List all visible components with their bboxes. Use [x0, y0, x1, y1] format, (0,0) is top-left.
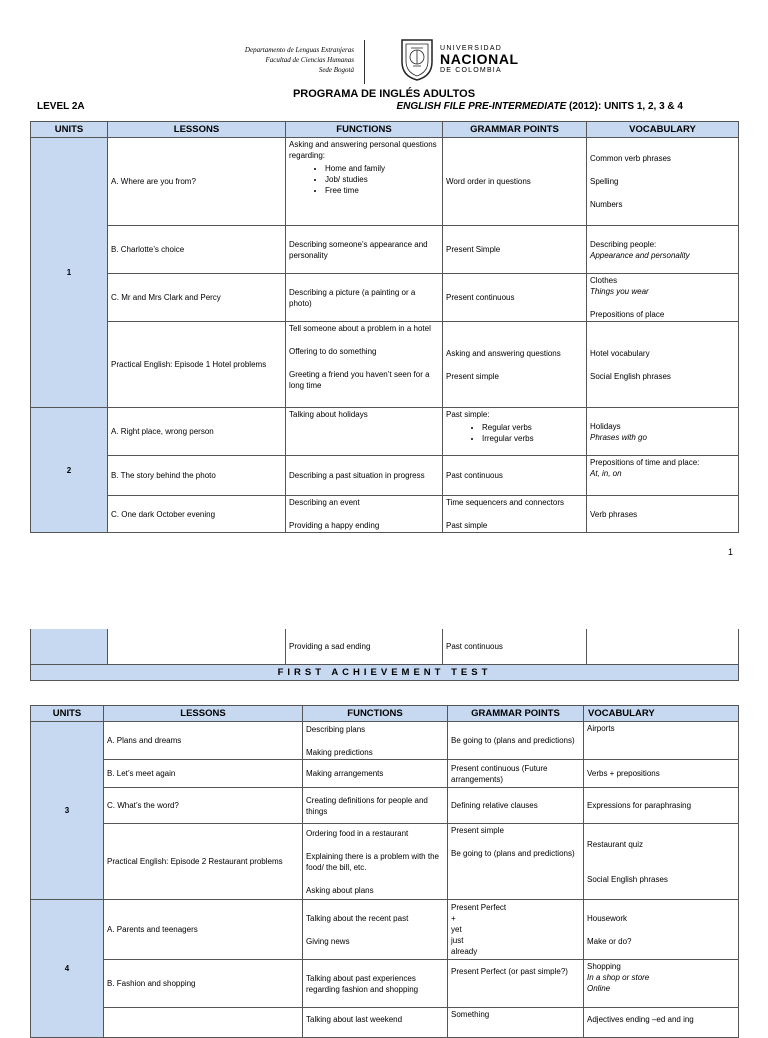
page-number: 1	[727, 547, 733, 557]
vocab-cell	[587, 408, 739, 456]
vocab-cell: Verbs + prepositions	[584, 760, 739, 788]
function-cell	[286, 322, 443, 408]
function-cell: Creating definitions for people and things	[303, 788, 448, 824]
grammar-text: Be going to (plans and predictions)	[451, 849, 575, 858]
vocab-text: Social English phrases	[590, 371, 671, 381]
function-cell	[286, 138, 443, 226]
vocab-cell	[587, 138, 739, 226]
function-cell: Making arrangements	[303, 760, 448, 788]
col-units: UNITS	[31, 706, 104, 722]
achievement-test-title: FIRST ACHIEVEMENT TEST	[31, 664, 739, 680]
vocab-text: Restaurant quiz	[587, 839, 644, 849]
header-divider	[364, 40, 365, 84]
unit-number: 3	[31, 722, 104, 900]
function-cell: Describing a picture (a painting or a photo)	[286, 274, 443, 322]
col-lessons: LESSONS	[104, 706, 303, 722]
col-grammar: GRAMMAR POINTS	[443, 122, 587, 138]
table-row	[31, 788, 739, 824]
vocab-text: Social English phrases	[587, 874, 668, 884]
book-label	[396, 101, 683, 112]
continuation-table	[30, 629, 739, 681]
grammar-cell: Past continuous	[443, 456, 587, 496]
grammar-cell: Present continuous	[443, 274, 587, 322]
vocab-text: At, in, on	[590, 469, 622, 478]
grammar-text: Time sequencers and connectors	[446, 498, 564, 507]
vocab-cell	[584, 900, 739, 960]
unit-number: 1	[31, 138, 108, 408]
test-row	[31, 664, 739, 680]
function-cell: Providing a sad ending	[286, 629, 443, 664]
grammar-text: Past simple:	[446, 410, 490, 419]
list-item: • Free time	[325, 185, 439, 196]
table-row	[31, 960, 739, 1008]
function-cell: Talking about past experiences regarding fashion and shopping	[303, 960, 448, 1008]
function-cell	[303, 824, 448, 900]
vocab-text: Appearance and personality	[590, 250, 690, 260]
vocab-cell	[587, 629, 739, 664]
lesson-cell	[104, 1008, 303, 1038]
grammar-text: Present simple	[451, 826, 504, 835]
table-row	[31, 322, 739, 408]
grammar-text: Past simple	[446, 521, 488, 530]
grammar-cell: Word order in questions	[443, 138, 587, 226]
lesson-cell: A. Right place, wrong person	[108, 408, 286, 456]
function-text: Ordering food in a restaurant	[306, 828, 409, 838]
function-cell: Describing someone’s appearance and personality	[286, 226, 443, 274]
header-row	[31, 706, 739, 722]
list-item: • Irregular verbs	[482, 433, 583, 444]
list-item: • Regular verbs	[482, 422, 583, 433]
function-text: Providing a happy ending	[289, 521, 380, 530]
university-seal-icon	[398, 36, 436, 82]
lesson-cell: A. Parents and teenagers	[104, 900, 303, 960]
grammar-text: +	[451, 914, 456, 923]
dept-line: Facultad de Ciencias Humanas	[265, 56, 354, 64]
col-vocabulary: VOCABULARY	[584, 706, 739, 722]
vocab-cell	[587, 456, 739, 496]
function-cell: Talking about holidays	[286, 408, 443, 456]
grammar-text: Present Perfect	[451, 903, 507, 912]
grammar-cell: Defining relative clauses	[448, 788, 584, 824]
function-text: Greeting a friend you haven’t seen for a long time	[289, 370, 430, 390]
grammar-cell: Present Simple	[443, 226, 587, 274]
vocab-cell: Adjectives ending –ed and ing	[584, 1008, 739, 1038]
lesson-cell	[108, 629, 286, 664]
grammar-text: Present simple	[446, 371, 499, 381]
lesson-cell: A. Where are you from?	[108, 138, 286, 226]
lesson-cell: B. Fashion and shopping	[104, 960, 303, 1008]
function-cell: Talking about last weekend	[303, 1008, 448, 1038]
col-vocabulary: VOCABULARY	[587, 122, 739, 138]
function-cell	[286, 496, 443, 533]
vocab-text: Clothes	[590, 276, 618, 285]
vocab-text: Spelling	[590, 177, 619, 186]
grammar-cell	[443, 496, 587, 533]
vocab-cell: Airports	[584, 722, 739, 760]
department-block	[245, 45, 354, 75]
grammar-text: already	[451, 947, 478, 956]
col-functions: FUNCTIONS	[286, 122, 443, 138]
list-item: • Home and family	[325, 163, 439, 174]
grammar-cell: Be going to (plans and predictions)	[448, 722, 584, 760]
unit-number: 2	[31, 408, 108, 533]
vocab-text: Online	[587, 984, 611, 993]
lesson-cell: B. The story behind the photo	[108, 456, 286, 496]
vocab-text: Things you wear	[590, 287, 649, 296]
vocab-cell	[587, 226, 739, 274]
table-row	[31, 629, 739, 664]
lesson-cell: C. What’s the word?	[104, 788, 303, 824]
function-cell	[303, 722, 448, 760]
function-cell: Describing a past situation in progress	[286, 456, 443, 496]
grammar-cell	[448, 824, 584, 900]
list-item: • Job/ studies	[325, 174, 439, 185]
function-text: Describing an event	[289, 498, 360, 507]
table-row	[31, 824, 739, 900]
table-row	[31, 900, 739, 960]
lesson-cell: Practical English: Episode 1 Hotel problems	[108, 322, 286, 408]
lesson-cell: B. Charlotte’s choice	[108, 226, 286, 274]
grammar-cell	[443, 322, 587, 408]
table-row	[31, 1008, 739, 1038]
university-name	[440, 45, 519, 74]
function-list	[289, 163, 439, 196]
function-text: Making predictions	[306, 747, 373, 757]
grammar-cell	[448, 900, 584, 960]
vocab-text: Numbers	[590, 200, 623, 209]
table-row	[31, 722, 739, 760]
vocab-cell	[584, 824, 739, 900]
lesson-cell: C. One dark October evening	[108, 496, 286, 533]
syllabus-table-page-2	[30, 705, 739, 1038]
table-row	[31, 408, 739, 456]
vocab-text: Make or do?	[587, 936, 632, 946]
grammar-text: just	[451, 936, 464, 945]
syllabus-table-page-1	[30, 121, 739, 533]
grammar-text: Asking and answering questions	[446, 348, 561, 358]
unit-number: 4	[31, 900, 104, 1038]
table-row	[31, 760, 739, 788]
university-line-1: UNIVERSIDAD	[440, 45, 503, 52]
vocab-cell	[587, 274, 739, 322]
vocab-text: Phrases with go	[590, 432, 647, 442]
vocab-text: Prepositions of time and place:	[590, 458, 700, 467]
function-text: Explaining there is a problem with the food/ the bill, etc.	[306, 851, 439, 872]
university-line-3: DE COLOMBIA	[440, 67, 502, 74]
header-row	[31, 122, 739, 138]
vocab-cell	[587, 322, 739, 408]
dept-line: Sede Bogotá	[318, 66, 354, 74]
grammar-cell: Present Perfect (or past simple?)	[448, 960, 584, 1008]
grammar-cell	[443, 408, 587, 456]
table-row	[31, 274, 739, 322]
col-grammar: GRAMMAR POINTS	[448, 706, 584, 722]
book-title: ENGLISH FILE PRE-INTERMEDIATE	[396, 101, 567, 112]
vocab-text: Hotel vocabulary	[590, 348, 650, 358]
function-text: Giving news	[306, 936, 350, 946]
vocab-cell	[584, 960, 739, 1008]
vocab-cell: Verb phrases	[587, 496, 739, 533]
grammar-cell: Present continuous (Future arrangements)	[448, 760, 584, 788]
lesson-cell: A. Plans and dreams	[104, 722, 303, 760]
function-text: Asking and answering personal questions regarding:	[289, 140, 437, 160]
vocab-text: Common verb phrases	[590, 154, 671, 163]
dept-line: Departamento de Lenguas Extranjeras	[244, 46, 354, 54]
lesson-cell: C. Mr and Mrs Clark and Percy	[108, 274, 286, 322]
university-line-2: NACIONAL	[440, 51, 519, 67]
function-text: Describing plans	[306, 724, 366, 734]
grammar-cell: Past continuous	[443, 629, 587, 664]
lesson-cell: B. Let’s meet again	[104, 760, 303, 788]
function-text: Talking about the recent past	[306, 913, 409, 923]
function-text: Asking about plans	[306, 885, 374, 895]
function-text: Tell someone about a problem in a hotel	[289, 324, 431, 333]
table-row	[31, 138, 739, 226]
lesson-cell: Practical English: Episode 2 Restaurant problems	[104, 824, 303, 900]
vocab-text: Shopping	[587, 962, 621, 971]
unit-cell	[31, 629, 108, 664]
grammar-cell: Something	[448, 1008, 584, 1038]
col-lessons: LESSONS	[108, 122, 286, 138]
grammar-list	[446, 422, 583, 444]
table-row	[31, 226, 739, 274]
table-row	[31, 456, 739, 496]
function-cell	[303, 900, 448, 960]
col-functions: FUNCTIONS	[303, 706, 448, 722]
page-title: PROGRAMA DE INGLÉS ADULTOS	[292, 88, 476, 100]
grammar-text: yet	[451, 925, 462, 934]
vocab-text: Describing people:	[590, 239, 657, 249]
function-text: Offering to do something	[289, 347, 377, 356]
vocab-text: Holidays	[590, 421, 621, 431]
col-units: UNITS	[31, 122, 108, 138]
vocab-text: Prepositions of place	[590, 310, 665, 319]
vocab-text: Housework	[587, 913, 628, 923]
book-units: (2012): UNITS 1, 2, 3 & 4	[566, 101, 683, 112]
vocab-cell: Expressions for paraphrasing	[584, 788, 739, 824]
table-row	[31, 496, 739, 533]
vocab-text: In a shop or store	[587, 973, 650, 982]
level-label: LEVEL 2A	[37, 101, 85, 112]
